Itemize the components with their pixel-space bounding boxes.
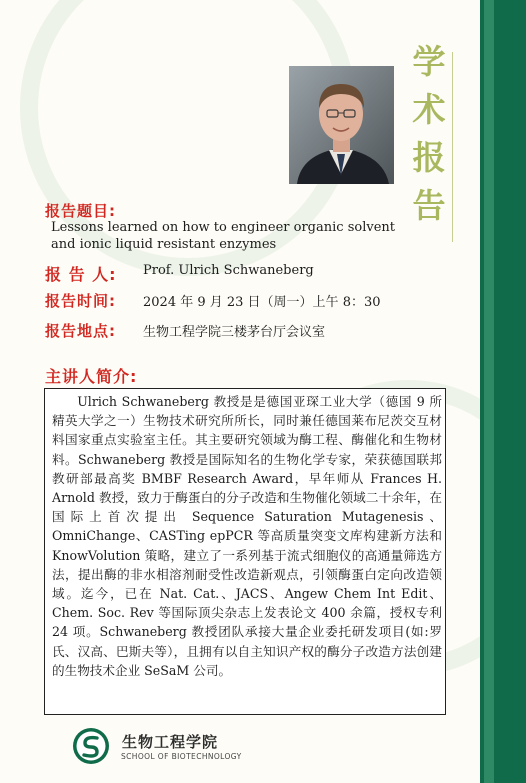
title-char: 术 (412, 90, 446, 129)
place-value: 生物工程学院三楼茅台厅会议室 (143, 325, 326, 340)
school-logo-icon (72, 727, 110, 765)
school-name-cn: 生物工程学院 (122, 733, 219, 751)
bio-label: 主讲人简介: (45, 367, 138, 386)
bio-text: Ulrich Schwaneberg 教授是是德国亚琛工业大学（德国 9 所精英大学之一）生物技术研究所所长，同时兼任德国莱布尼茨交互材料国家重点实验室主任。其主要研究领域为酶工程、酶催化和生物材料。Schwaneberg 教授是国际知名的生物化学专家，荣获德国联邦教研部最高奖 BMBF Research Award，早年师从 Frances H. Arnold 教授，致力于酶蛋白的分子改造和生物催化领域二十余年，在国际上首次提出 Sequence Saturation Mutagenesis、OmniChange、CASTing epPCR 等高质量突变文库构建新方法和 KnowVolution 策略，建立了一系列基于流式细胞仪的高通量筛选方法，提出酶的非水相溶剂耐受性改造新观点，引领酶蛋白定向改造领域。迄今，已在 Nat. Cat.、JACS、Angew Chem Int Edit、Chem. Soc. Rev 等国际顶尖杂志上发表论文 400 余篇，授权专利 24 项。Schwaneberg 教授团队承接大量企业委托研发项目(如:罗氏、汉高、巴斯夫等），且拥有以自主知识产权的酶分子改造方法创建的生物技术企业 SeSaM 公司。 (52, 394, 442, 678)
title-char: 告 (412, 186, 446, 225)
side-stripe-accent (484, 0, 494, 783)
topic-label: 报告题目: (45, 202, 116, 220)
title-divider (452, 52, 453, 242)
title-char: 报 (412, 138, 446, 177)
speaker-photo (289, 66, 394, 184)
topic-value: Lessons learned on how to engineer organic solvent and ionic liquid resistant enzymes (51, 220, 395, 252)
title-char: 学 (412, 42, 446, 81)
time-value: 2024 年 9 月 23 日（周一）上午 8：30 (143, 295, 381, 310)
time-label: 报告时间: (45, 292, 116, 310)
place-label: 报告地点: (45, 322, 116, 340)
vertical-title (400, 38, 458, 230)
school-name-en: SCHOOL OF BIOTECHNOLOGY (121, 752, 242, 761)
speaker-value: Prof. Ulrich Schwaneberg (143, 263, 314, 278)
speaker-label: 报 告 人: (45, 265, 117, 284)
